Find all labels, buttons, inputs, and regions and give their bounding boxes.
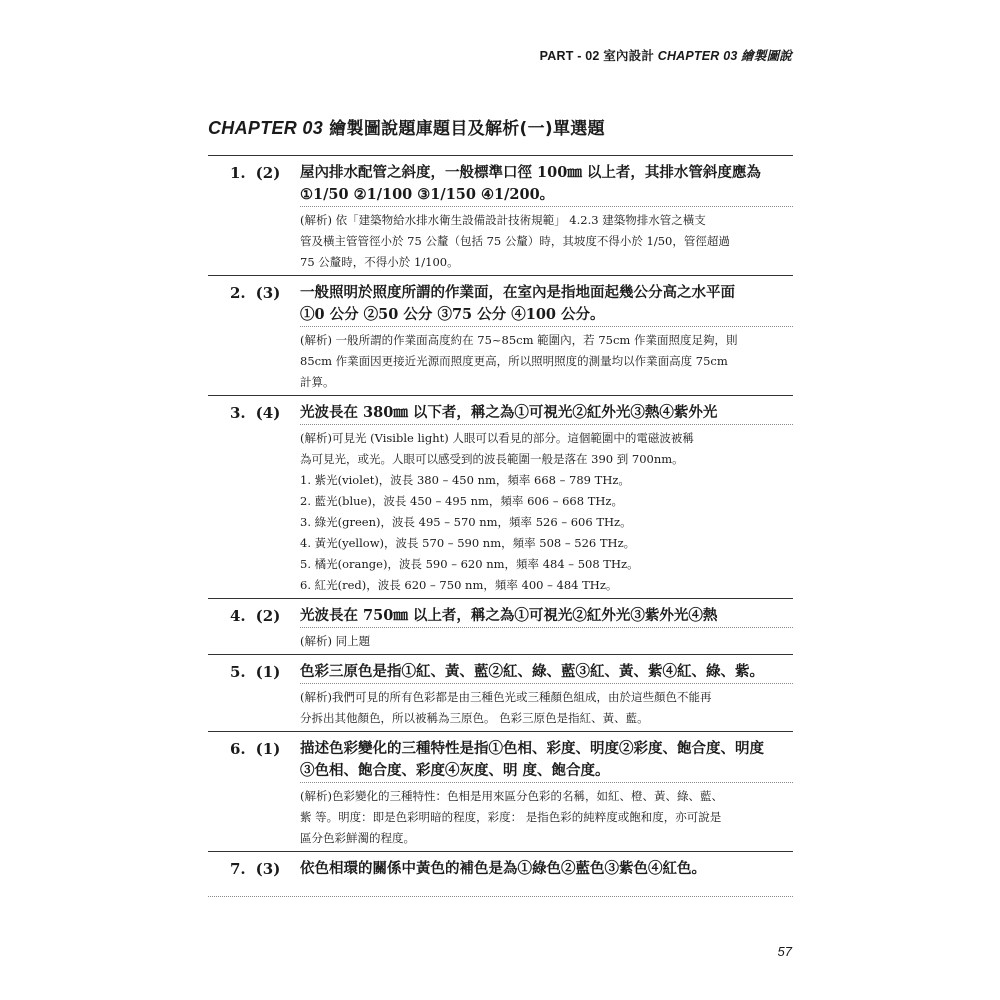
question-line: 描述色彩變化的三種特性是指①色相、彩度、明度②彩度、飽合度、明度: [300, 740, 764, 757]
page-number: 57: [777, 944, 792, 959]
explanation: [300, 206, 793, 275]
question-text: [300, 858, 793, 880]
explanation-line: 4. 黃光(yellow)，波長 570 – 590 nm，頻率 508 – 526 THz。: [300, 536, 636, 550]
question-item: [208, 851, 793, 897]
explanation-line: (解析)我們可見的所有色彩都是由三種色光或三種顏色組成，由於這些顏色不能再: [300, 690, 712, 704]
question-line: ①1/50 ②1/100 ③1/150 ④1/200。: [300, 186, 555, 203]
question-text: [300, 738, 793, 782]
explanation-line: 5. 橘光(orange)，波長 590 – 620 nm，頻率 484 – 508 THz。: [300, 557, 639, 571]
explanation-line: (解析)色彩變化的三種特性：色相是用來區分色彩的名稱，如紅、橙、黃、綠、藍、: [300, 789, 723, 803]
correct-answer: (1): [255, 663, 281, 681]
question-item: [208, 598, 793, 654]
question-text: [300, 282, 793, 326]
question-item: [208, 275, 793, 395]
question-line: 光波長在 750㎜ 以上者，稱之為①可視光②紅外光③紫外光④熱: [300, 607, 718, 624]
explanation-body: [300, 684, 793, 731]
question-row: [208, 732, 793, 782]
question-line: 光波長在 380㎜ 以下者，稱之為①可視光②紅外光③熱④紫外光: [300, 404, 718, 421]
correct-answer: (3): [255, 860, 281, 878]
chapter-title-en: CHAPTER 03: [208, 118, 324, 138]
explanation-line: 管及橫主管管徑小於 75 公釐（包括 75 公釐）時，其坡度不得小於 1/50，管徑超過: [300, 234, 730, 248]
question-number-and-answer: [208, 738, 300, 782]
explanation-line: (解析)可見光 (Visible light) 人眼可以看見的部分。這個範圍中的電磁波被稱: [300, 431, 694, 445]
question-row: [208, 276, 793, 326]
running-head: [540, 46, 792, 64]
question-number: 2.: [230, 284, 246, 302]
question-item: [208, 155, 793, 275]
question-item: [208, 395, 793, 598]
explanation-line: (解析) 同上題: [300, 634, 371, 648]
correct-answer: (4): [255, 404, 281, 422]
question-text: [300, 402, 793, 424]
explanation-line: 紫 等。明度：即是色彩明暗的程度，彩度： 是指色彩的純粹度或飽和度，亦可說是: [300, 810, 722, 824]
correct-answer: (2): [255, 607, 281, 625]
explanation-body: [300, 783, 793, 851]
question-row: [208, 599, 793, 627]
explanation-body: [300, 207, 793, 275]
explanation-line: 計算。: [300, 375, 335, 389]
chapter-title-zh: 繪製圖說題庫題目及解析(一)單選題: [323, 119, 605, 139]
question-line: 一般照明於照度所謂的作業面，在室內是指地面起幾公分高之水平面: [300, 284, 735, 301]
chapter-title: [208, 114, 605, 139]
explanation-line: (解析) 依「建築物給水排水衛生設備設計技術規範」 4.2.3 建築物排水管之橫支: [300, 213, 706, 227]
question-number-and-answer: [208, 402, 300, 424]
correct-answer: (3): [255, 284, 281, 302]
explanation-body: [300, 425, 793, 598]
question-number: 3.: [230, 404, 246, 422]
question-text: [300, 162, 793, 206]
explanation-line: 2. 藍光(blue)，波長 450 – 495 nm，頻率 606 – 668 THz。: [300, 494, 623, 508]
question-number: 6.: [230, 740, 246, 758]
question-line: ①0 公分 ②50 公分 ③75 公分 ④100 公分。: [300, 306, 605, 323]
explanation: [300, 683, 793, 731]
question-item: [208, 731, 793, 851]
explanation-body: [300, 327, 793, 395]
explanation-line: 3. 綠光(green)，波長 495 – 570 nm，頻率 526 – 606 THz。: [300, 515, 632, 529]
question-row: [208, 396, 793, 424]
question-number-and-answer: [208, 605, 300, 627]
question-number-and-answer: [208, 661, 300, 683]
running-head-part: PART - 02 室內設計: [539, 49, 655, 63]
question-number-and-answer: [208, 858, 300, 880]
question-list: [208, 155, 793, 897]
explanation-line: 85cm 作業面因更接近光源而照度更高，所以照明照度的測量均以作業面高度 75cm: [300, 354, 728, 368]
question-text: [300, 605, 793, 627]
question-line: 依色相環的關係中黃色的補色是為①綠色②藍色③紫色④紅色。: [300, 860, 706, 877]
question-item: [208, 654, 793, 731]
explanation-line: 為可見光，或光。人眼可以感受到的波長範圍一般是落在 390 到 700nm。: [300, 452, 684, 466]
question-number: 7.: [230, 860, 246, 878]
explanation-body: [300, 628, 793, 654]
question-row: [208, 852, 793, 880]
question-number-and-answer: [208, 282, 300, 326]
explanation: [300, 326, 793, 395]
question-text: [300, 661, 793, 683]
correct-answer: (2): [255, 164, 281, 182]
explanation-line: 1. 紫光(violet)，波長 380 – 450 nm，頻率 668 – 789 THz。: [300, 473, 630, 487]
question-number: 1.: [230, 164, 246, 182]
explanation: [300, 627, 793, 654]
explanation: [300, 782, 793, 851]
explanation-line: 區分色彩鮮濁的程度。: [300, 831, 415, 845]
explanation-line: (解析) 一般所謂的作業面高度約在 75~85cm 範圍內，若 75cm 作業面照度足夠，則: [300, 333, 738, 347]
correct-answer: (1): [255, 740, 281, 758]
explanation: [300, 424, 793, 598]
running-head-chapter: CHAPTER 03 繪製圖說: [657, 49, 792, 63]
explanation-line: 分拆出其他顏色，所以被稱為三原色。 色彩三原色是指紅、黃、藍。: [300, 711, 649, 725]
explanation-line: 75 公釐時，不得小於 1/100。: [300, 255, 459, 269]
question-line: 色彩三原色是指①紅、黃、藍②紅、綠、藍③紅、黃、紫④紅、綠、紫。: [300, 663, 764, 680]
question-row: [208, 655, 793, 683]
question-row: [208, 156, 793, 206]
question-number-and-answer: [208, 162, 300, 206]
question-line: ③色相、飽合度、彩度④灰度、明 度、飽合度。: [300, 762, 610, 779]
explanation-line: 6. 紅光(red)，波長 620 – 750 nm，頻率 400 – 484 THz。: [300, 578, 618, 592]
question-number: 4.: [230, 607, 246, 625]
question-number: 5.: [230, 663, 246, 681]
end-divider: [208, 896, 793, 897]
question-line: 屋內排水配管之斜度，一般標準口徑 100㎜ 以上者，其排水管斜度應為: [300, 164, 761, 181]
